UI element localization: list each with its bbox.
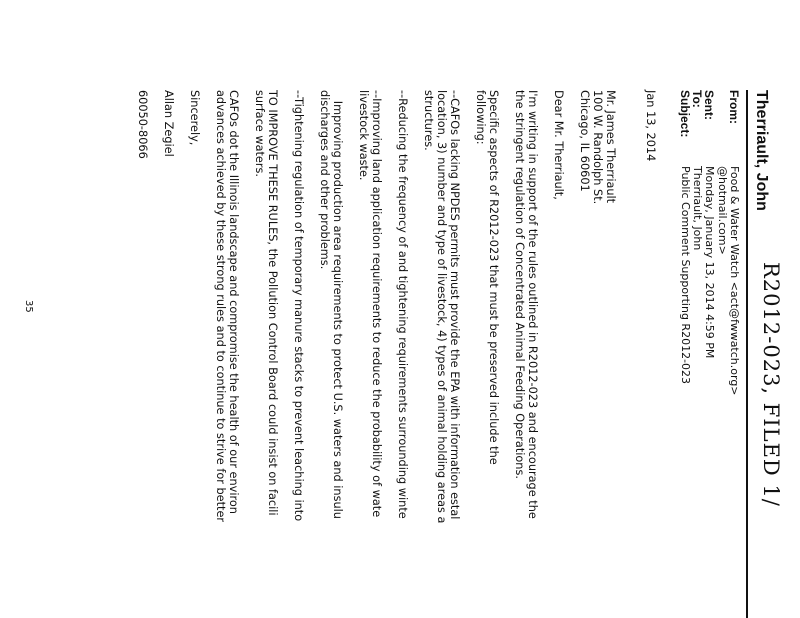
- intro-line: the stringent regulation of Concentrated Animal Feeding Operations.: [513, 90, 526, 479]
- bullet-line: --CAFOs lacking NPDES permits must provide the EPA with information estal: [448, 90, 461, 520]
- closing-line: TO IMPROVE THESE RULES, the Pollution Control Board could insist on facili: [266, 90, 279, 516]
- sent-label: Sent:: [702, 90, 716, 120]
- header-rule: [746, 90, 748, 618]
- from-label: From:: [727, 90, 741, 124]
- bullet-line: discharges and other problems.: [318, 90, 331, 270]
- to-value: Therriault, John: [691, 166, 704, 251]
- bullet-line: location, 3) number and type of livestock, 4) types of animal holding areas a: [435, 90, 448, 524]
- bullet-line: Improving production area requirements to protect U.S. waters and insulu: [331, 90, 344, 519]
- intro-line: I'm writing in support of the rules outlined in R2012-023 and encourage the: [526, 90, 539, 519]
- address-line: Chicago, IL 60601: [578, 90, 591, 192]
- sender-name: Therriault, John: [753, 90, 770, 211]
- closing-line: surface waters.: [253, 90, 266, 178]
- page-number: 35: [23, 300, 34, 313]
- salutation: Dear Mr. Therriault,: [552, 90, 565, 200]
- bullet-line: --Improving land application requirements to reduce the probability of wate: [370, 90, 383, 518]
- subject-label: Subject:: [678, 90, 692, 138]
- from-value: Food & Water Watch <act@fwwatch.org>: [728, 166, 741, 396]
- signer-zip: 60050-8066: [136, 90, 149, 159]
- bullet-line: structures.: [422, 90, 435, 151]
- sign-off: Sincerely,: [188, 90, 201, 146]
- final-line: advances achieved by these strong rules and to continue to strive for better: [214, 90, 227, 523]
- aspects-line: following:: [474, 90, 487, 145]
- final-line: CAFOs dot the Illinois landscape and compromise the health of our environ: [227, 90, 240, 514]
- subject-value: Public Comment Supporting R2012-023: [679, 166, 692, 385]
- from-value-email: @hotmail.com>: [716, 166, 729, 255]
- bullet-line: livestock waste.: [357, 90, 370, 181]
- bullet-line: --Reducing the frequency of and tightening requirements surrounding winte: [396, 90, 409, 519]
- to-label: To:: [690, 90, 704, 108]
- address-line: Mr. James Therriault: [604, 90, 617, 204]
- address-line: 100 W. Randolph St.: [591, 90, 604, 205]
- bullet-line: --Tightening regulation of temporary manure stacks to prevent leaching into: [292, 90, 305, 522]
- aspects-line: Specific aspects of R2012-023 that must be preserved include the: [487, 90, 500, 465]
- signer-name: Allan Zegiel: [162, 90, 175, 157]
- sent-value: Monday, January 13, 2014 4:59 PM: [703, 166, 716, 359]
- letter-date: Jan 13, 2014: [644, 90, 657, 162]
- filing-stamp: R2012-023, FILED 1/: [759, 262, 783, 507]
